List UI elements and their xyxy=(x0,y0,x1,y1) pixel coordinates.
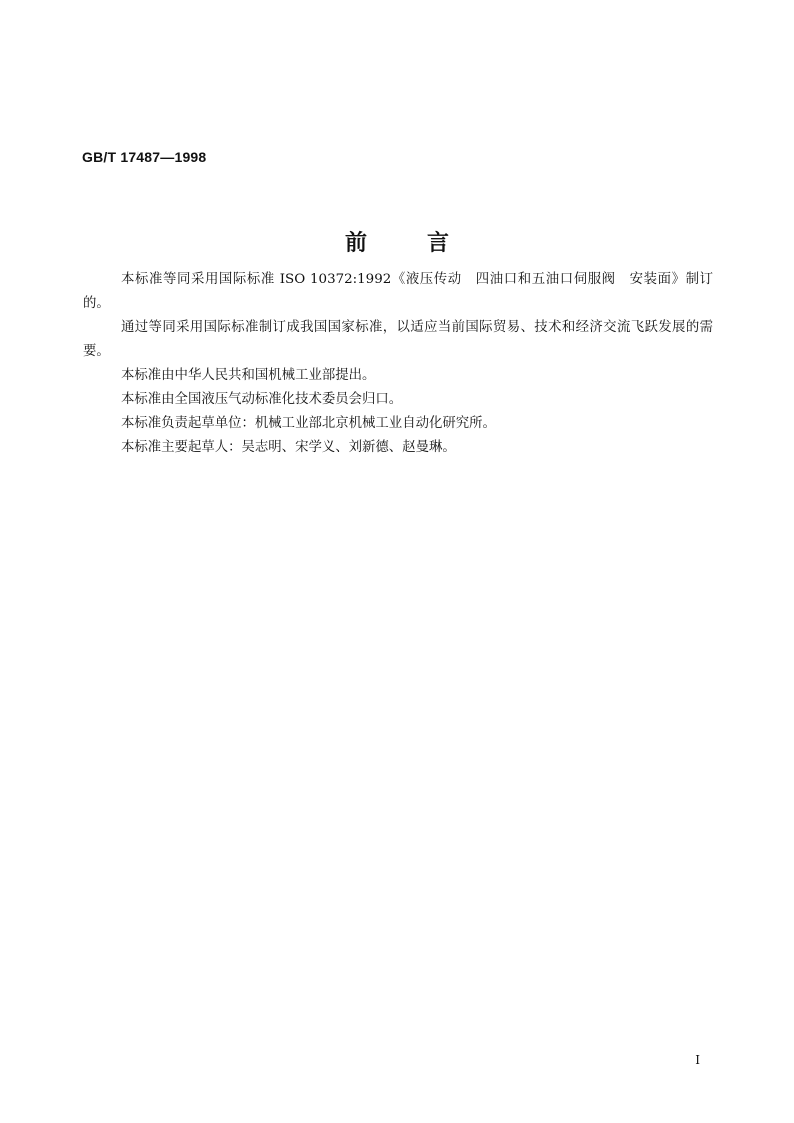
page-number: I xyxy=(695,1053,700,1067)
standard-number-header: GB/T 17487—1998 xyxy=(82,149,207,165)
paragraph-adoption: 本标准等同采用国际标准 ISO 10372:1992《液压传动 四油口和五油口伺服阀 安装面》制订的。 xyxy=(83,272,713,311)
paragraph-administrator: 本标准由全国液压气动标准化技术委员会归口。 xyxy=(121,392,403,407)
paragraph-drafting-unit: 本标准负责起草单位：机械工业部北京机械工业自动化研究所。 xyxy=(121,416,496,431)
preface-body xyxy=(83,268,713,460)
page-title: 前言 xyxy=(344,230,509,256)
paragraph-purpose: 通过等同采用国际标准制订成我国国家标准，以适应当前国际贸易、技术和经济交流飞跃发展的需要。 xyxy=(83,320,713,359)
paragraph-drafters: 本标准主要起草人：吴志明、宋学义、刘新德、赵曼琳。 xyxy=(121,440,456,455)
paragraph-proposer: 本标准由中华人民共和国机械工业部提出。 xyxy=(121,368,376,383)
